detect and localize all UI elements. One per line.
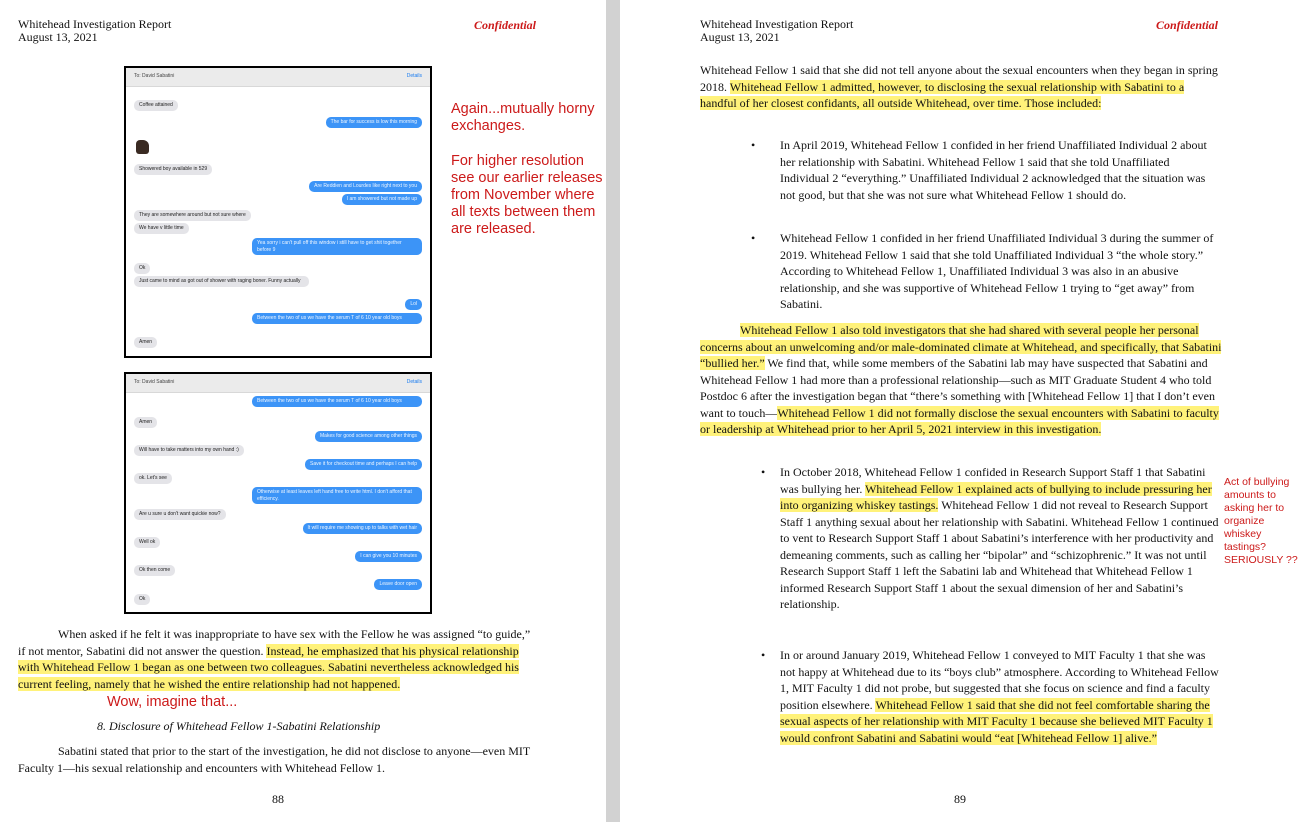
message-bubble: Makes for good science among other things	[315, 431, 422, 442]
highlight: Instead, he emphasized that his physical relationship with Whitehead Fellow 1 began as one between two colleagues. Sabatini nevertheless acknowledged his current feeling, namely that he wished the entire relationship had not happened.	[18, 643, 519, 691]
header-doc-info	[700, 18, 853, 44]
header-confidential: Confidential	[474, 18, 537, 32]
message-bubble: I am showered but not made up	[342, 194, 422, 205]
annotation-whiskey: Act of bullying amounts to asking her to organize whiskey tastings? SERIOUSLY ??	[1224, 476, 1298, 566]
header-title: Whitehead Investigation Report	[700, 17, 854, 31]
message-header-bar	[126, 374, 430, 393]
paragraph-sabatini-disclosure: Sabatini stated that prior to the start of the investigation, he did not disclose to anyone—even MIT Faculty 1—his sexual relationship and encounters with Whitehead Fellow 1.	[18, 744, 531, 775]
message-bubble: The bar for success is low this morning	[326, 117, 422, 128]
message-bubble: Are Reddien and Lourdes like right next to you	[309, 181, 422, 192]
text-message-screenshot-1	[124, 66, 432, 358]
paragraph-climate: Whitehead Fellow 1 also told investigators that she had shared with several people her personal concerns about an unwelcoming and/or male-dominated climate at Whitehead, and specifically, that Sabatini “bullied her.” We find that, while some members of the Sabatini lab may have suspected that Sabatini and Whitehead Fellow 1 had more than a professional relationship—such as MIT Graduate Student 4 who told Postdoc 6 after the investigation began that “there’s something with [Whitehead Fellow 1] that I don’t even want to touch—Whitehead Fellow 1 did not formally disclose the sexual encounters with Sabatini to faculty or leadership at Whitehead prior to her April 5, 2021 interview in this investigation.	[700, 323, 1222, 436]
message-bubble: Lol	[405, 299, 422, 310]
message-bubble: Otherwise at least leaves left hand free to write html. I don't afford that efficiency.	[252, 487, 422, 504]
header-confidential: Confidential	[1156, 18, 1219, 32]
highlight: Whitehead Fellow 1 said that she did not feel comfortable sharing the sexual aspects of her relationship with MIT Faculty 1 because she believed MIT Faculty 1 would confront Sabatini and Sabatini would “eat [Whitehead Fellow 1] alive.”	[780, 697, 1213, 745]
bullet-icon: •	[751, 231, 756, 245]
message-bubble: Well ok	[134, 537, 160, 548]
message-bubble: Ok	[134, 263, 150, 274]
paragraph-intro: Whitehead Fellow 1 said that she did not tell anyone about the sexual encounters when they began in spring 2018. Whitehead Fellow 1 admitted, however, to disclosing the sexual relationship with Sabatini to a handful of her closest confidants, all outside Whitehead, over time. Those included:	[700, 63, 1218, 110]
message-bubble: Save it for checkout time and perhaps I can help	[305, 459, 422, 470]
message-bubble: Amen	[134, 417, 157, 428]
section-heading: 8. Disclosure of Whitehead Fellow 1-Sabatini Relationship	[97, 719, 381, 733]
annotation-mutually: Again...mutually horny exchanges.	[451, 101, 595, 134]
message-bubble: Leave door open	[374, 579, 422, 590]
bullet-icon: •	[761, 648, 766, 662]
details-link: Details	[406, 73, 422, 79]
recipient-label: To: David Sabatini	[134, 379, 175, 385]
bullet-icon: •	[761, 465, 766, 479]
highlight: Whitehead Fellow 1 explained acts of bullying to include pressuring her into organizing whiskey tastings.	[780, 481, 1212, 512]
message-bubble: ok. Let's see	[134, 473, 172, 484]
text-message-screenshot-2	[124, 372, 432, 614]
recipient-label: To: David Sabatini	[134, 73, 175, 79]
annotation-wow: Wow, imagine that...	[107, 694, 238, 710]
bullet-january-2019: In or around January 2019, Whitehead Fellow 1 conveyed to MIT Faculty 1 that she was not happy at Whitehead due to its “boys club” atmosphere. According to Whitehead Fellow 1, MIT Faculty 1 did not probe, but suggested that she focus on science and find a faculty position elsewhere. Whitehead Fellow 1 said that she did not feel comfortable sharing the sexual aspects of her relationship with MIT Faculty 1 because she believed MIT Faculty 1 would confront Sabatini and Sabatini would “eat [Whitehead Fellow 1] alive.”	[780, 648, 1219, 745]
annotation-resolution: For higher resolution see our earlier releases from November where all texts between them are released.	[451, 153, 603, 237]
message-bubble: Amen	[134, 337, 157, 348]
header-title: Whitehead Investigation Report	[18, 17, 172, 31]
page-89	[620, 0, 1310, 822]
page-number: 89	[954, 792, 966, 806]
message-bubble: Showered boy available in 529	[134, 164, 212, 175]
flexed-arm-emoji-icon	[136, 140, 149, 154]
message-bubble: Are u sure u don't want quickie now?	[134, 509, 226, 520]
message-header-bar	[126, 68, 430, 87]
message-bubble: Ok	[134, 594, 150, 605]
header-doc-info	[18, 18, 171, 44]
bullet-icon: •	[751, 138, 756, 152]
page-88	[0, 0, 606, 822]
bullet-summer-2019: Whitehead Fellow 1 confided in her friend Unaffiliated Individual 3 during the summer of 2019. Whitehead Fellow 1 said that she told Unaffiliated Individual 3 “the whole story.” According to Whitehead Fellow 1, Unaffiliated Individual 3 was also in an abusive relationship, and she was supportive of Whitehead Fellow 1 trying to “get away” from Sabatini.	[780, 231, 1214, 311]
highlight: Whitehead Fellow 1 did not formally disclose the sexual encounters with Sabatini to faculty or leadership at Whitehead prior to her April 5, 2021 interview in this investigation.	[700, 405, 1219, 436]
details-link: Details	[406, 379, 422, 385]
bullet-october-2018: In October 2018, Whitehead Fellow 1 confided in Research Support Staff 1 that Sabatini was bullying her. Whitehead Fellow 1 explained acts of bullying to include pressuring her into organizing whiskey tastings. Whitehead Fellow 1 did not reveal to Research Support Staff 1 anything sexual about her relationship with Sabatini. Whitehead Fellow 1 continued to vent to Research Support Staff 1 about Sabatini’s interference with her productivity and demeaning comments, such as calling her “bipolar” and “schizophrenic.” It was not until Research Support Staff 1 left the Sabatini lab and Whitehead that Whitehead Fellow 1 informed Research Support Staff 1 about the sexual dimension of her and Sabatini’s relationship.	[780, 465, 1219, 611]
page-number: 88	[272, 792, 284, 806]
header-date: August 13, 2021	[18, 30, 98, 44]
highlight: Whitehead Fellow 1 admitted, however, to disclosing the sexual relationship with Sabatini to a handful of her closest confidants, all outside Whitehead, over time. Those included:	[700, 79, 1185, 110]
message-bubble: I can give you 10 minutes	[355, 551, 422, 562]
message-bubble: We have v little time	[134, 223, 189, 234]
message-bubble: Will have to take matters into my own hand :)	[134, 445, 244, 456]
message-bubble: They are somewhere around but not sure where	[134, 210, 251, 221]
bullet-april-2019: In April 2019, Whitehead Fellow 1 confided in her friend Unaffiliated Individual 2 about her relationship with Sabatini. Whitehead Fellow 1 said that she told Unaffiliated Individual 2 “everything.” Unaffiliated Individual 2 acknowledged that the situation was not good, but that she was not sure what Whitehead Fellow 1 should do.	[780, 138, 1207, 202]
message-bubble: Between the two of us we have the serum T of 6 10 year old boys	[252, 396, 422, 407]
highlight: Whitehead Fellow 1 also told investigators that she had shared with several people her personal concerns about an unwelcoming and/or male-dominated climate at Whitehead, and specifically, that Sabatini “bullied her.”	[700, 323, 1222, 370]
message-bubble: Ok then come	[134, 565, 175, 576]
message-bubble: Yea sorry i can't pull off this window i still have to get shit together before 9	[252, 238, 422, 255]
message-bubble: It will require me showing up to talks with wet hair	[303, 523, 423, 534]
header-date: August 13, 2021	[700, 30, 780, 44]
message-bubble: Between the two of us we have the serum T of 6 10 year old boys	[252, 313, 422, 324]
message-bubble: Coffee attained	[134, 100, 178, 111]
message-bubble: Just came to mind as got out of shower with raging boner. Funny actually	[134, 276, 309, 287]
paragraph-sabatini-response: When asked if he felt it was inappropriate to have sex with the Fellow he was assigned “to guide,” if not mentor, Sabatini did not answer the question. Instead, he emphasized that his physical relationship with Whitehead Fellow 1 began as one between two colleagues. Sabatini nevertheless acknowledged his current feeling, namely that he wished the entire relationship had not happened.	[18, 627, 531, 691]
